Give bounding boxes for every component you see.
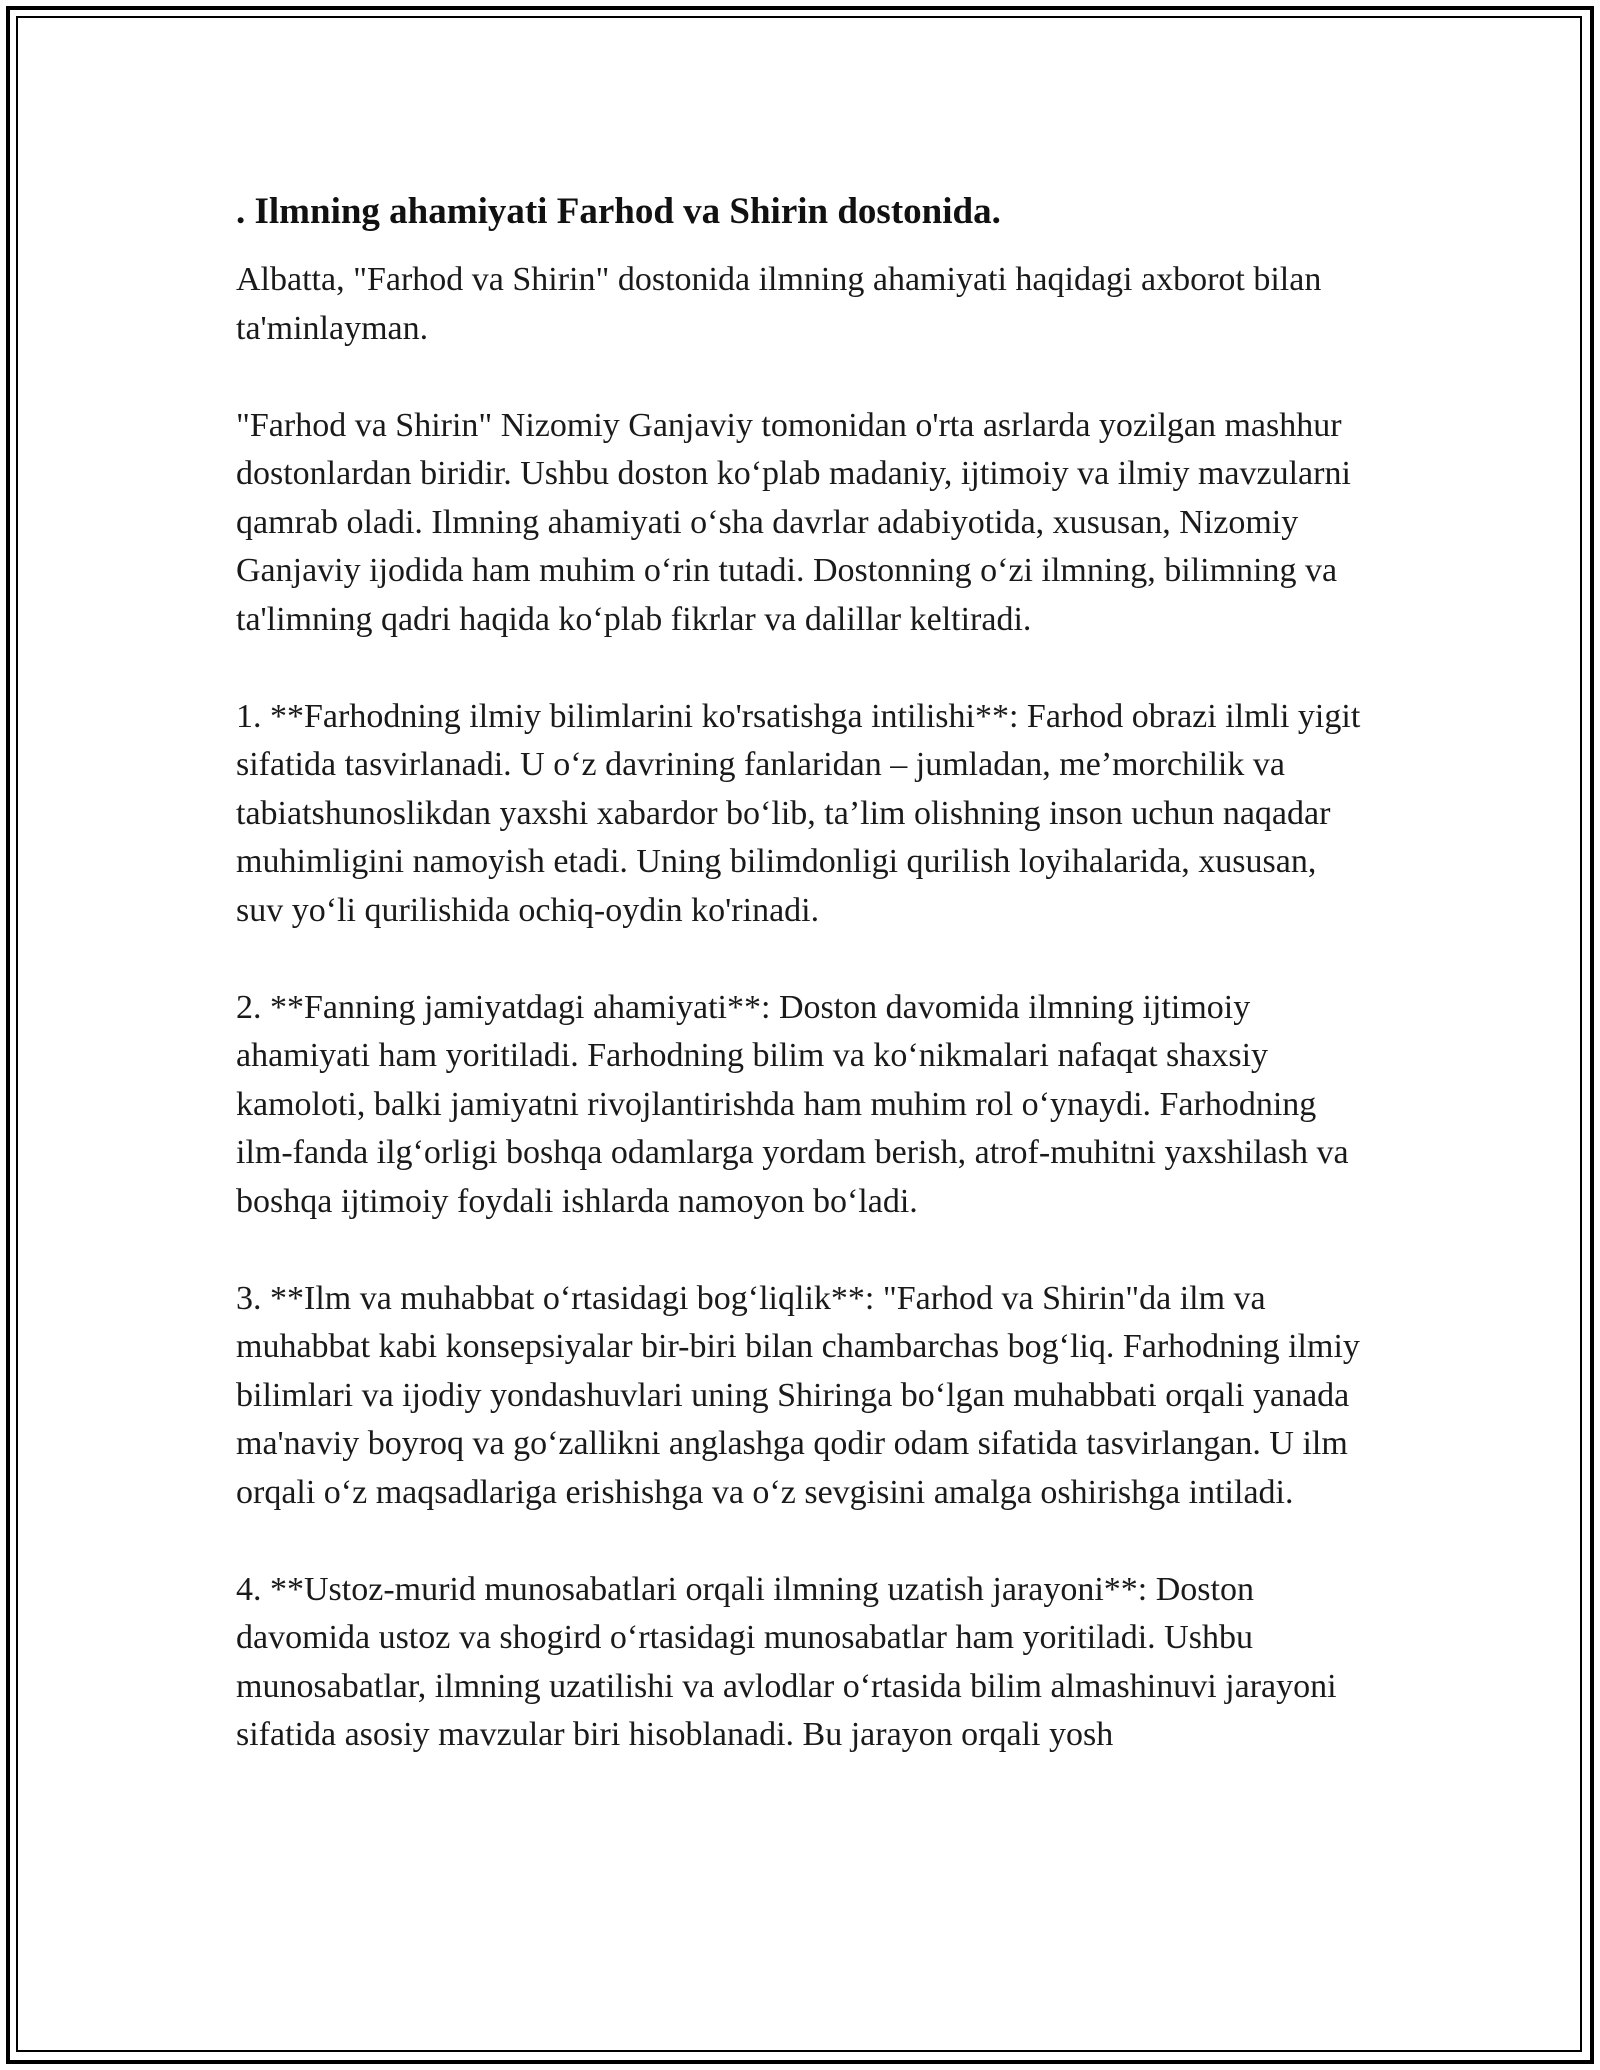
document-title: . Ilmning ahamiyati Farhod va Shirin dostonida. (236, 191, 1001, 232)
paragraph-intro: Albatta, "Farhod va Shirin" dostonida ilmning ahamiyati haqidagi axborot bilan ta'minlayman. (236, 261, 1322, 347)
document-body (236, 188, 1366, 1808)
paragraph-point-2: 2. **Fanning jamiyatdagi ahamiyati**: Doston davomida ilmning ijtimoiy ahamiyati ham yoritiladi. Farhodning bilim va ko‘nikmalari nafaqat shaxsiy kamoloti, balki jamiyatni rivojlantirishda ham muhim rol o‘ynaydi. Farhodning ilm-fanda ilg‘orligi boshqa odamlarga yordam berish, atrof-muhitni yaxshilash va boshqa ijtimoiy foydali ishlarda namoyon bo‘ladi. (236, 988, 1349, 1220)
paragraph-overview: "Farhod va Shirin" Nizomiy Ganjaviy tomonidan o'rta asrlarda yozilgan mashhur dostonlardan biridir. Ushbu doston ko‘plab madaniy, ijtimoiy va ilmiy mavzularni qamrab oladi. Ilmning ahamiyati o‘sha davrlar adabiyotida, xususan, Nizomiy Ganjaviy ijodida ham muhim o‘rin tutadi. Dostonning o‘zi ilmning, bilimning va ta'limning qadri haqida ko‘plab fikrlar va dalillar keltiradi. (236, 406, 1351, 638)
paragraph-point-1: 1. **Farhodning ilmiy bilimlarini ko'rsatishga intilishi**: Farhod obrazi ilmli yigit sifatida tasvirlanadi. U o‘z davrining fanlaridan – jumladan, me’morchilik va tabiatshunoslikdan yaxshi xabardor bo‘lib, ta’lim olishning inson uchun naqadar muhimligini namoyish etadi. Uning bilimdonligi qurilish loyihalarida, xususan, suv yo‘li qurilishida ochiq-oydin ko'rinadi. (236, 697, 1361, 929)
paragraph-point-4: 4. **Ustoz-murid munosabatlari orqali ilmning uzatish jarayoni**: Doston davomida ustoz va shogird o‘rtasidagi munosabatlar ham yoritiladi. Ushbu munosabatlar, ilmning uzatilishi va avlodlar o‘rtasida bilim almashinuvi jarayoni sifatida asosiy mavzular biri hisoblanadi. Bu jarayon orqali yosh (236, 1570, 1337, 1753)
paragraph-point-3: 3. **Ilm va muhabbat o‘rtasidagi bog‘liqlik**: "Farhod va Shirin"da ilm va muhabbat kabi konsepsiyalar bir-biri bilan chambarchas bog‘liq. Farhodning ilmiy bilimlari va ijodiy yondashuvlari uning Shiringa bo‘lgan muhabbati orqali yanada ma'naviy boyroq va go‘zallikni anglashga qodir odam sifatida tasvirlangan. U ilm orqali o‘z maqsadlariga erishishga va o‘z sevgisini amalga oshirishga intiladi. (236, 1279, 1360, 1511)
